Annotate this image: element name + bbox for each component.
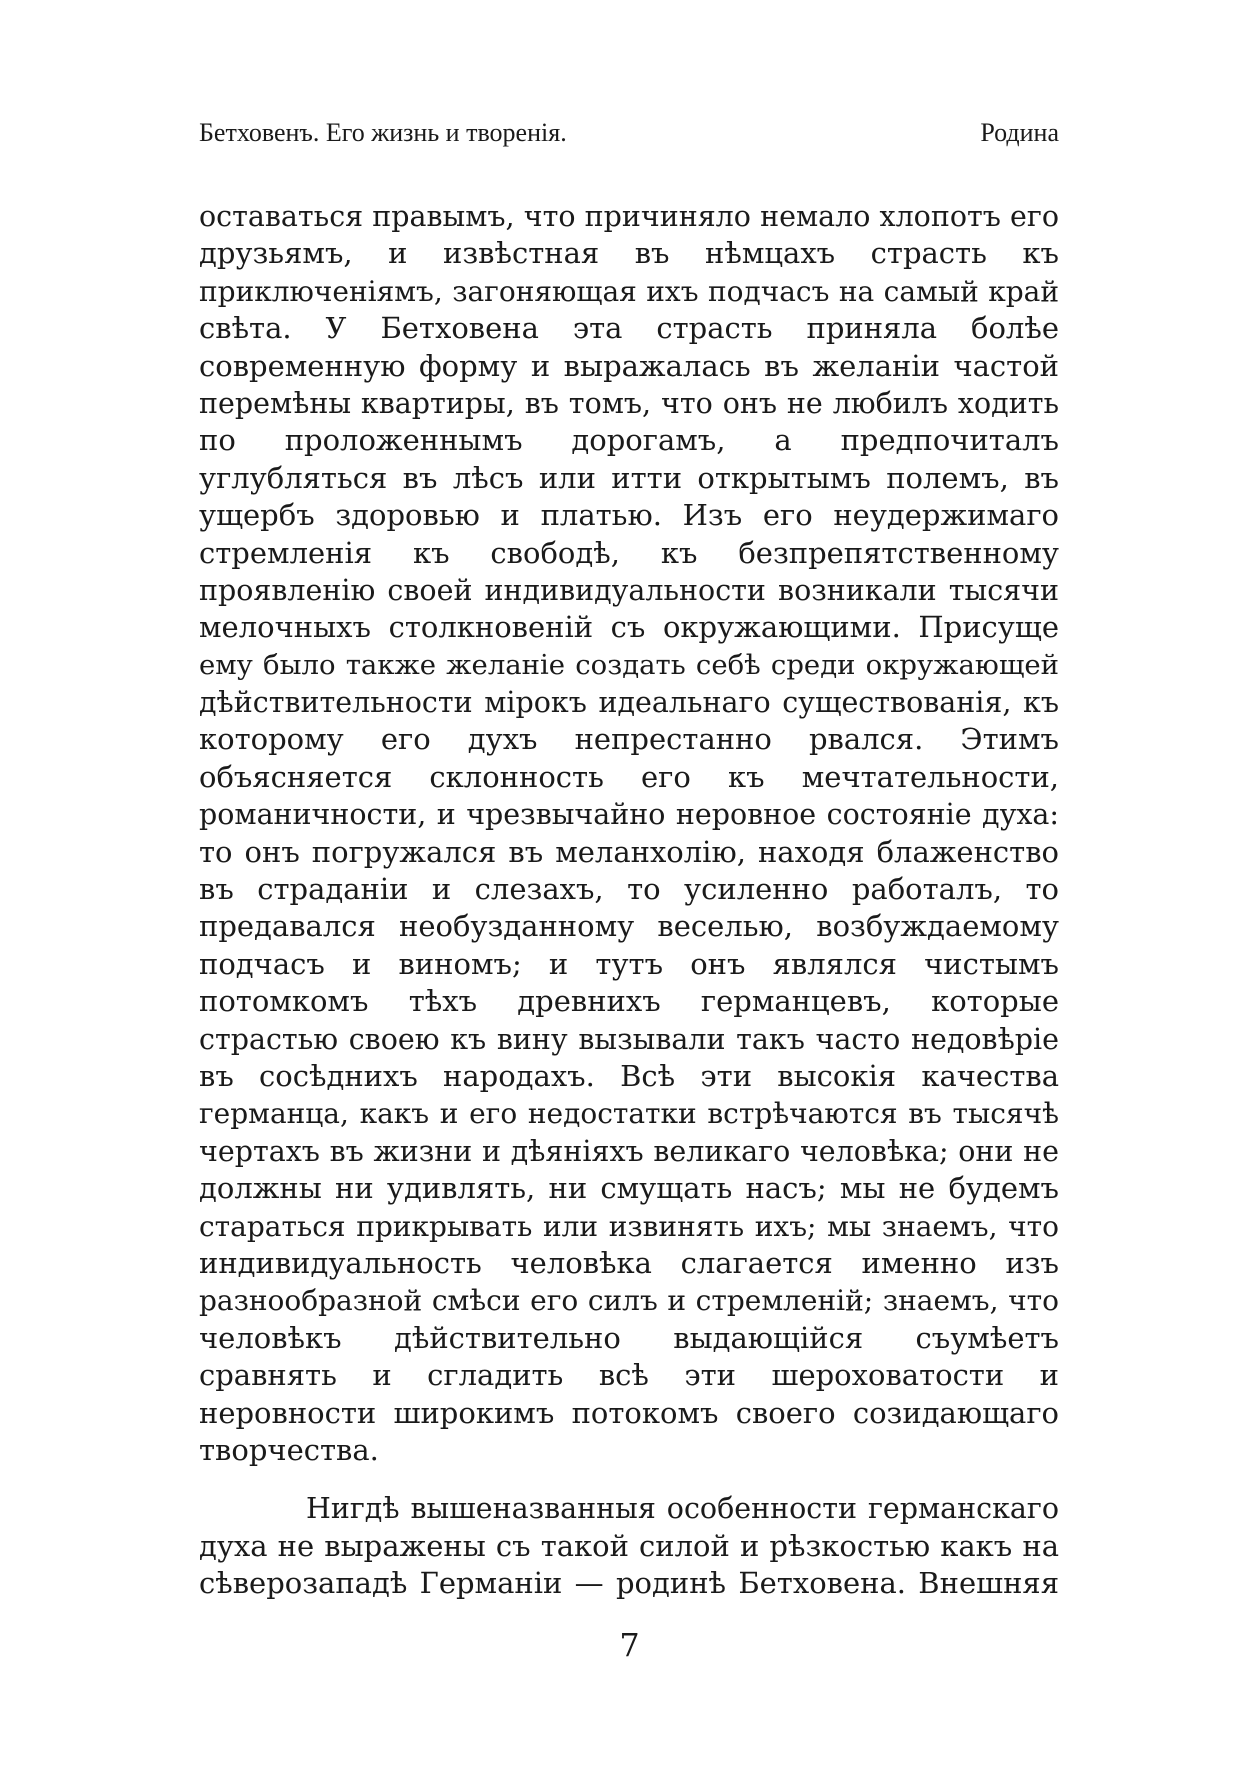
text-line: ему было также желаніе создать себѣ среди окружающей [199, 648, 1059, 681]
text-line: дѣйствительности мірокъ идеальнаго существованія, къ [199, 686, 1059, 720]
text-line: индивидуальность человѣка слагается именно изъ [199, 1245, 1059, 1280]
paragraph-gap [199, 1469, 1059, 1490]
running-header [199, 118, 1059, 154]
text-line: въ сосѣднихъ народахъ. Всѣ эти высокія качества [199, 1058, 1059, 1093]
text-line: въ страданіи и слезахъ, то усиленно работалъ, то [199, 872, 1059, 907]
text-line: то онъ погружался въ меланхолію, находя блаженство [199, 834, 1059, 869]
text-line: сравнять и сгладить всѣ эти шероховатости и [199, 1358, 1059, 1393]
paragraph [199, 198, 1059, 1469]
paragraph [199, 1490, 1059, 1602]
text-line: Нигдѣ вышеназванныя особенности германскаго [306, 1492, 1059, 1526]
text-line: германца, какъ и его недостатки встрѣчаются въ тысячѣ [199, 1097, 1059, 1131]
running-header-section: Родина [980, 118, 1059, 147]
text-line: подчасъ и виномъ; и тутъ онъ являлся чистымъ [199, 946, 1059, 981]
text-line: ущербъ здоровью и платью. Изъ его неудержимаго [199, 498, 1059, 533]
text-line: объясняется склонность его къ мечтательности, [199, 759, 1059, 794]
text-line: чертахъ въ жизни и дѣяніяхъ великаго человѣка; они не [199, 1134, 1059, 1168]
text-line: должны ни удивлять, ни смущать насъ; мы не будемъ [199, 1171, 1059, 1206]
text-line: перемѣны квартиры, въ томъ, что онъ не любилъ ходить [199, 386, 1059, 420]
text-line: проявленію своей индивидуальности возникали тысячи [199, 573, 1059, 607]
body-text [199, 198, 1059, 1602]
text-line: которому его духъ непрестанно рвался. Этимъ [199, 722, 1059, 757]
text-line: стараться прикрывать или извинять ихъ; мы знаемъ, что [199, 1209, 1059, 1243]
text-line: предавался необузданному веселью, возбуждаемому [199, 909, 1059, 944]
text-line: мелочныхъ столкновеній съ окружающими. Присуще [199, 610, 1059, 645]
page-number: 7 [619, 1626, 640, 1664]
text-line: современную форму и выражалась въ желаніи частой [199, 348, 1059, 383]
text-line: романичности, и чрезвычайно неровное состояніе духа: [199, 798, 1059, 832]
text-line: свѣта. У Бетховена эта страсть приняла болѣе [199, 311, 1059, 346]
text-line: духа не выражены съ такой силой и рѣзкостью какъ на [199, 1528, 1059, 1563]
text-line: неровности широкимъ потокомъ своего созидающаго [199, 1395, 1059, 1430]
running-header-title: Бетховенъ. Его жизнь и творенія. [199, 118, 567, 147]
text-line: по проложеннымъ дорогамъ, а предпочиталъ [199, 423, 1059, 458]
text-line: страстью своею къ вину вызывали такъ часто недовѣріе [199, 1022, 1059, 1056]
text-line: разнообразной смѣси его силъ и стремленій; знаемъ, что [199, 1284, 1059, 1318]
text-line: друзьямъ, и извѣстная въ нѣмцахъ страсть къ [199, 236, 1059, 271]
text-line: оставаться правымъ, что причиняло немало хлопотъ его [199, 200, 1059, 233]
text-line: сѣверозападѣ Германіи — родинѣ Бетховена. Внешняя [199, 1566, 1059, 1601]
text-line: углубляться въ лѣсъ или итти открытымъ полемъ, въ [199, 460, 1059, 495]
text-line: человѣкъ дѣйствительно выдающійся съумѣетъ [199, 1320, 1059, 1355]
text-line: творчества. [199, 1432, 379, 1467]
text-line: стремленія къ свободѣ, къ безпрепятственному [199, 535, 1059, 570]
text-line: приключеніямъ, загоняющая ихъ подчасъ на самый край [199, 274, 1059, 308]
text-line: потомкомъ тѣхъ древнихъ германцевъ, которые [199, 984, 1059, 1019]
